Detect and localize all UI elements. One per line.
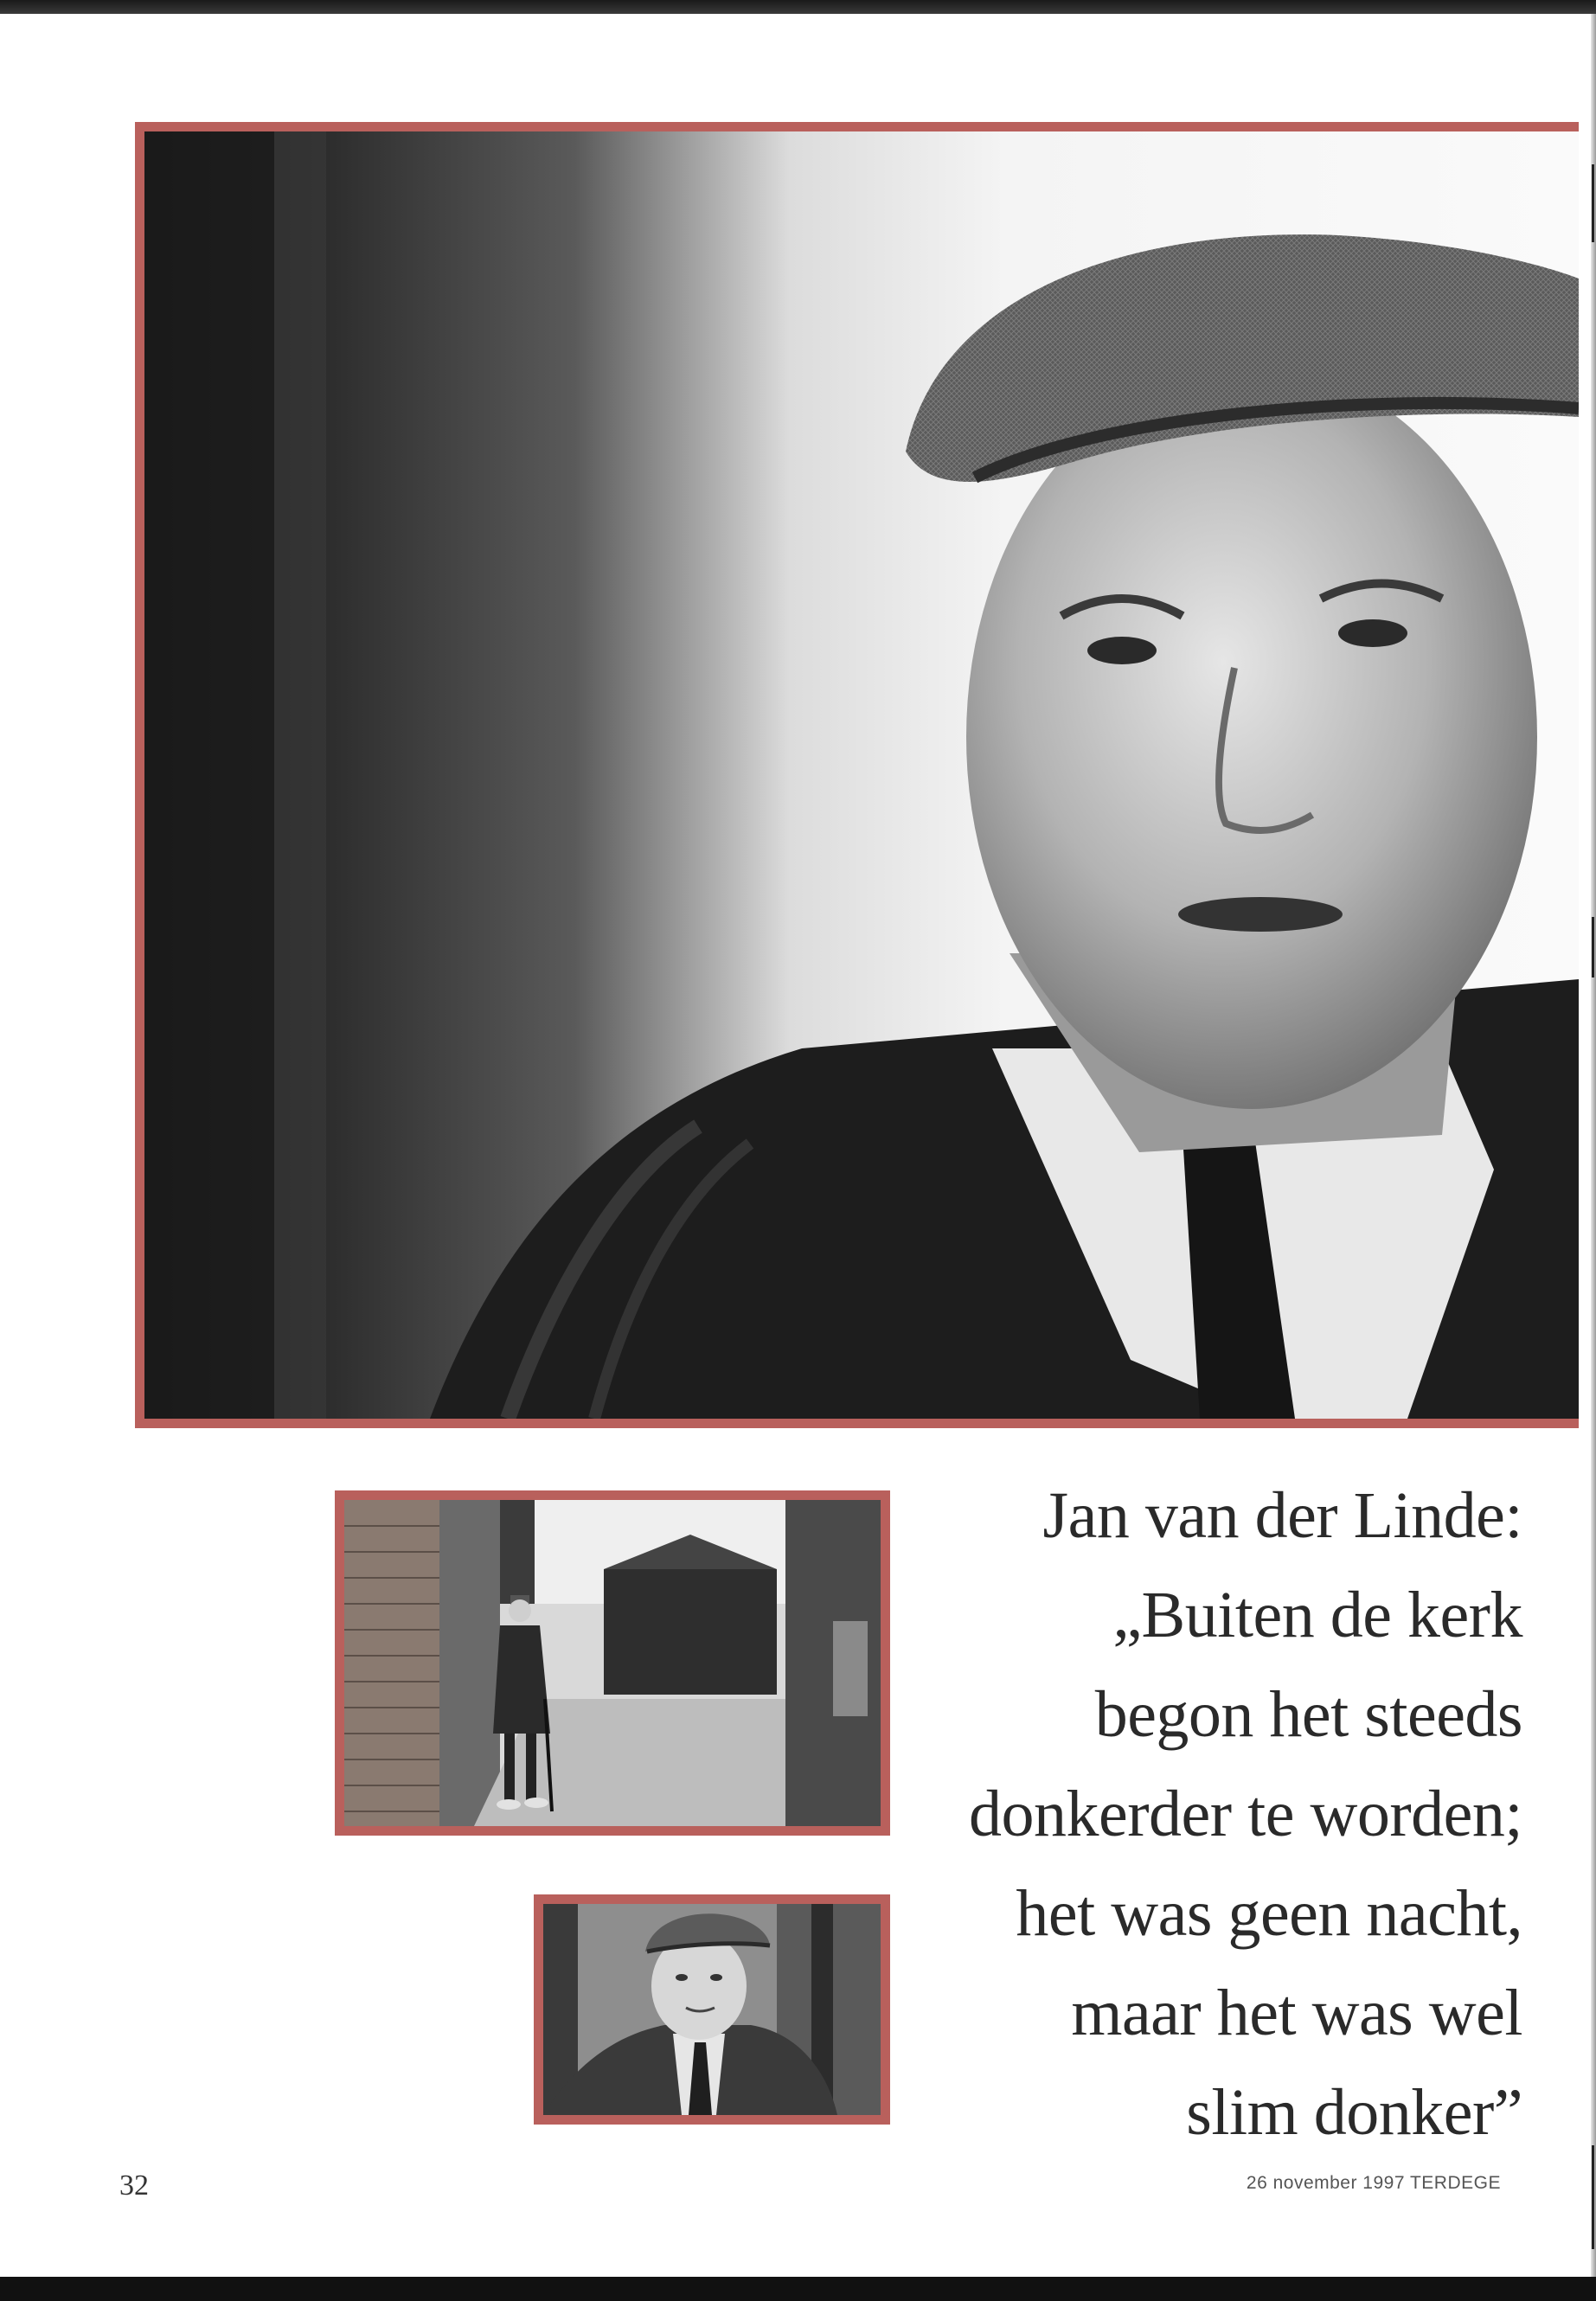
close-portrait-image [543, 1904, 881, 2115]
spine-mark [1592, 917, 1594, 977]
quote-line: slim donker” [1186, 2076, 1522, 2149]
portrait-image [144, 131, 1579, 1419]
spine-mark [1592, 2145, 1594, 2249]
pull-quote [891, 1466, 1522, 2163]
full-figure-photo [335, 1490, 890, 1836]
quote-line: maar het was wel [1071, 1977, 1522, 2049]
quote-line: het was geen nacht, [1016, 1877, 1522, 1950]
main-portrait-photo [135, 122, 1579, 1428]
page-edge-right [1591, 14, 1596, 2280]
quote-line: donkerder te worden; [969, 1778, 1522, 1850]
page-number: 32 [119, 2170, 149, 2202]
page-edge-top [0, 0, 1596, 14]
quote-line: begon het steeds [1094, 1678, 1522, 1751]
quote-line: „Buiten de kerk [1112, 1579, 1522, 1651]
footer-credit: 26 november 1997 TERDEGE [1246, 2173, 1501, 2193]
close-portrait-photo [534, 1894, 890, 2125]
full-figure-image [344, 1500, 881, 1826]
spine-mark [1592, 164, 1594, 242]
quote-line: Jan van der Linde: [1042, 1479, 1522, 1552]
page-edge-bottom [0, 2277, 1596, 2301]
